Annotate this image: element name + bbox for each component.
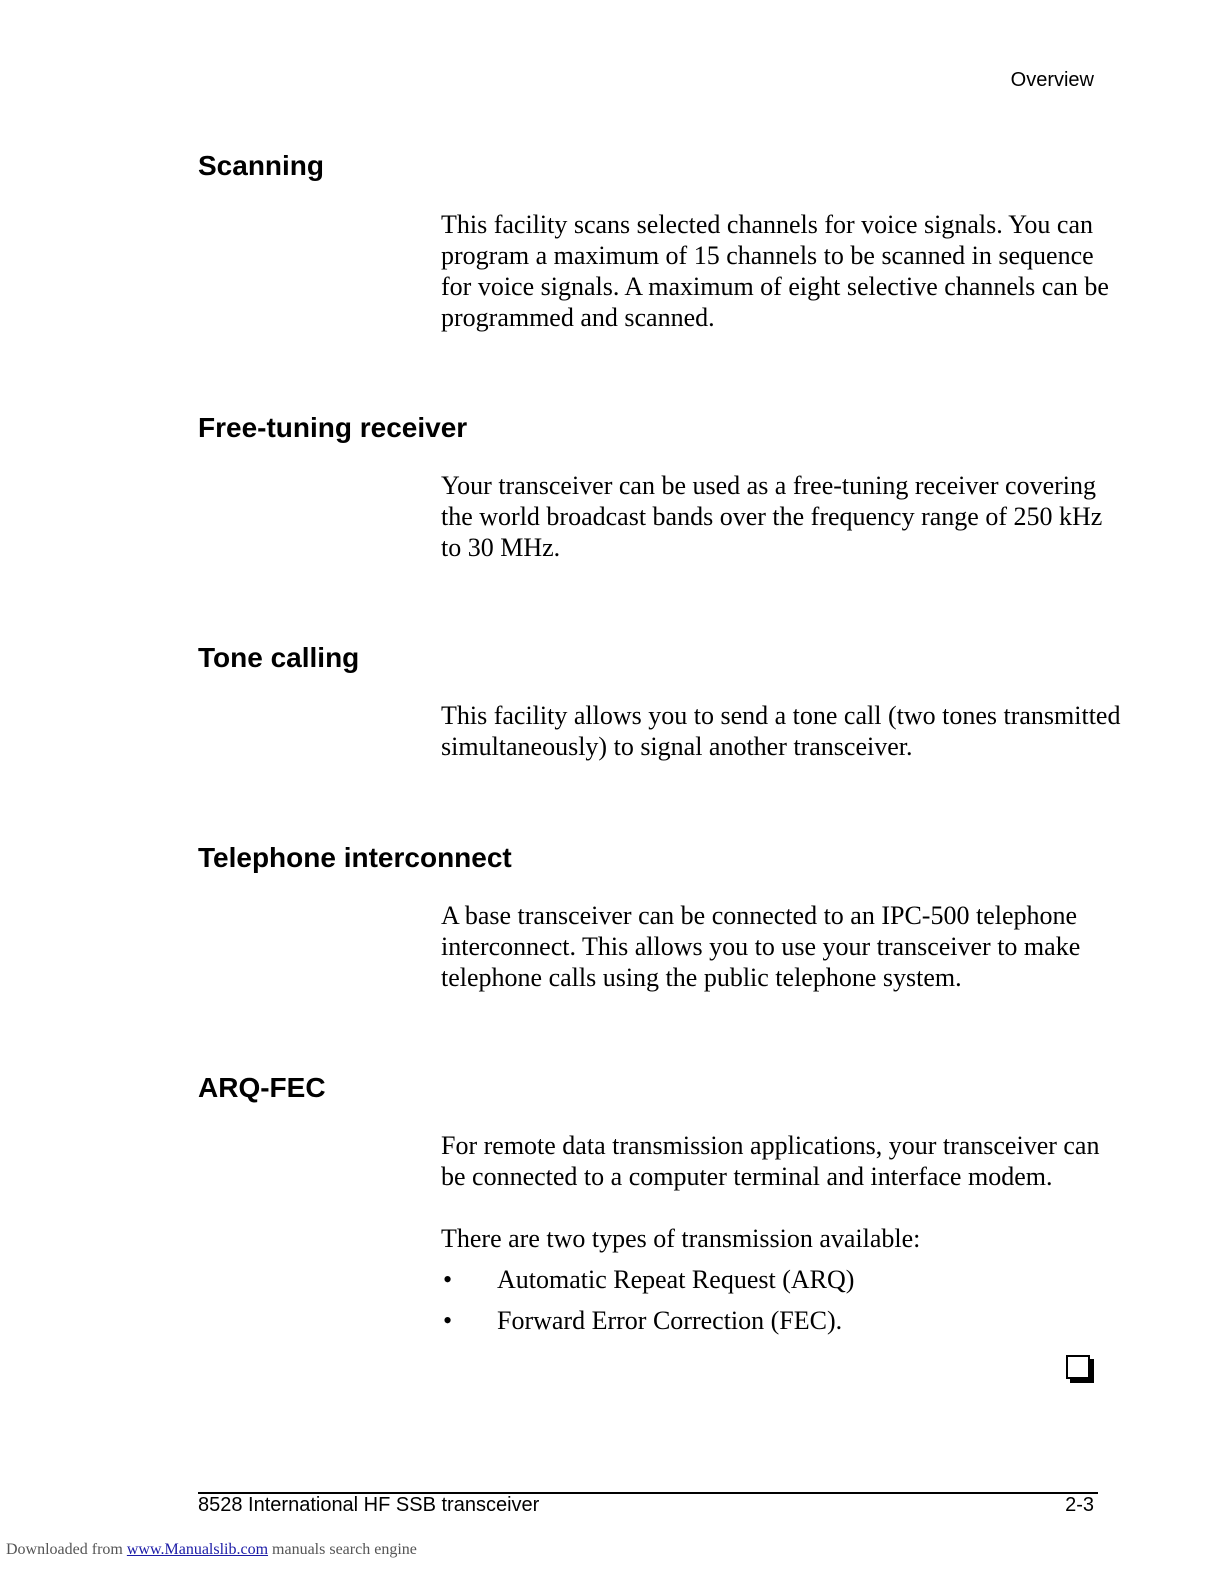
section-heading-tone-calling: Tone calling: [198, 642, 360, 673]
end-of-section-icon: [1066, 1355, 1090, 1379]
section-body-arq-fec-types-intro: There are two types of transmission available:: [441, 1224, 921, 1253]
download-prefix: Downloaded from: [6, 1541, 127, 1558]
section-body-free-tuning-receiver: Your transceiver can be used as a free-tuning receiver covering the world broadcast bands over the frequency range of 250 kHz to 30 MHz.: [441, 471, 1103, 562]
section-heading-scanning: Scanning: [198, 150, 325, 181]
page-header-title: Overview: [1010, 69, 1094, 91]
section-heading-arq-fec: ARQ-FEC: [198, 1072, 326, 1103]
list-item: [441, 1264, 1121, 1305]
manualslib-link[interactable]: www.Manualslib.com: [126, 1541, 269, 1558]
download-suffix: manuals search engine: [268, 1541, 417, 1558]
footer-page-number: 2-3: [1065, 1494, 1094, 1516]
section-heading-telephone-interconnect: Telephone interconnect: [198, 842, 512, 873]
bullet-icon: •: [443, 1265, 453, 1294]
transmission-types-list: [441, 1264, 1121, 1346]
download-notice: [6, 1541, 417, 1559]
footer-document-title: 8528 International HF SSB transceiver: [198, 1494, 540, 1516]
section-heading-free-tuning-receiver: Free-tuning receiver: [198, 412, 468, 443]
list-item-text: Forward Error Correction (FEC).: [497, 1306, 843, 1335]
section-body-scanning: This facility scans selected channels for voice signals. You can program a maximum of 15 channels to be scanned in sequence for voice signals. A maximum of eight selective channels can be programmed and scanned.: [441, 210, 1109, 332]
section-body-arq-fec: For remote data transmission applications, your transceiver can be connected to a computer terminal and interface modem.: [441, 1131, 1100, 1191]
section-body-tone-calling: This facility allows you to send a tone call (two tones transmitted simultaneously) to signal another transceiver.: [441, 701, 1121, 761]
list-item: [441, 1305, 1121, 1346]
list-item-text: Automatic Repeat Request (ARQ): [497, 1265, 855, 1294]
section-body-telephone-interconnect: A base transceiver can be connected to an IPC-500 telephone interconnect. This allows you to use your transceiver to make telephone calls using the public telephone system.: [441, 901, 1081, 992]
bullet-icon: •: [443, 1306, 453, 1335]
